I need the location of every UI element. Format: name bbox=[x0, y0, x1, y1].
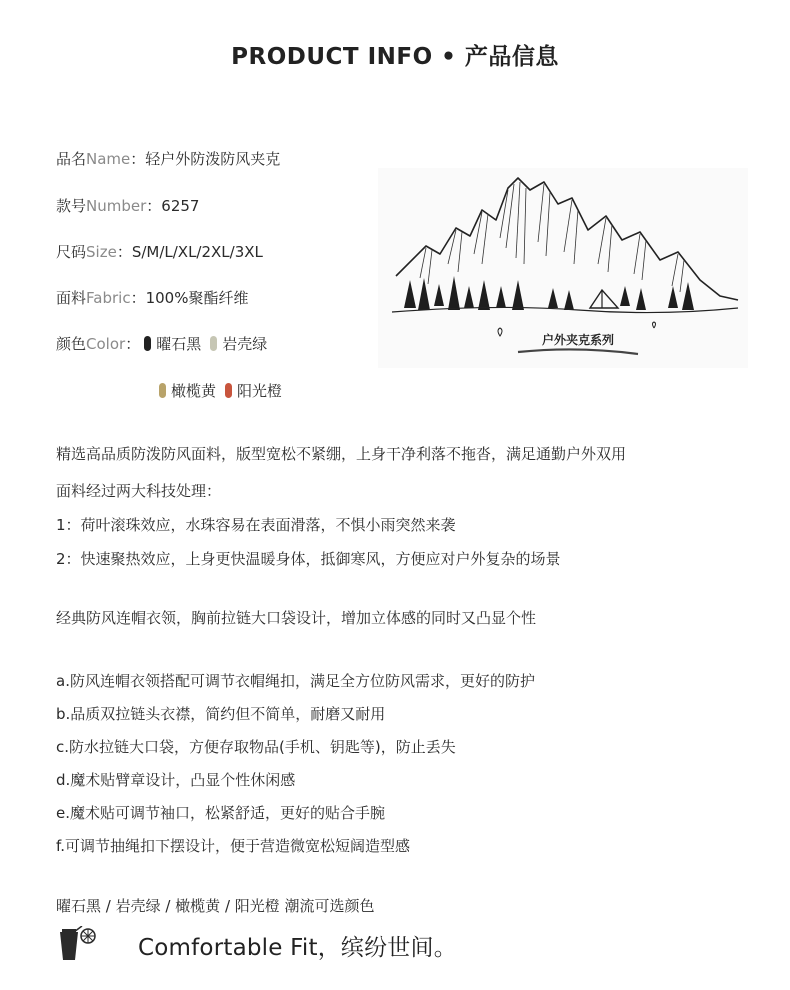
color-swatch-olive-yellow bbox=[159, 383, 166, 398]
color-name-olive-yellow: 橄榄黄 bbox=[171, 382, 217, 400]
spec-label-cn: 款号 bbox=[56, 197, 87, 215]
feature-item: d.魔术贴臂章设计，凸显个性休闲感 bbox=[56, 771, 296, 789]
color-summary: 曜石黑 / 岩壳绿 / 橄榄黄 / 阳光橙 潮流可选颜色 bbox=[56, 897, 375, 915]
spec-separator: ： bbox=[125, 335, 141, 353]
color-swatch-black bbox=[144, 336, 151, 351]
spec-label-en: Number bbox=[86, 197, 147, 215]
footer-text: Comfortable Fit，缤纷世间。 bbox=[138, 934, 457, 961]
spec-number bbox=[56, 195, 199, 216]
spec-fabric bbox=[56, 287, 248, 308]
illustration-caption: 户外夹克系列 bbox=[541, 333, 615, 347]
spec-label-cn: 品名 bbox=[56, 150, 87, 168]
footer bbox=[56, 926, 457, 964]
spec-label-en: Color bbox=[86, 335, 126, 353]
spec-label-cn: 面料 bbox=[56, 289, 87, 307]
page-title: PRODUCT INFO • 产品信息 bbox=[231, 44, 559, 70]
color-row-2 bbox=[155, 380, 282, 401]
spec-label-cn: 尺码 bbox=[56, 243, 87, 261]
description-intro: 精选高品质防泼防风面料，版型宽松不紧绷，上身干净利落不拖沓，满足通勤户外双用 bbox=[56, 445, 627, 463]
spec-value: ：轻户外防泼防风夹克 bbox=[130, 150, 281, 168]
spec-value: ：100%聚酯纤维 bbox=[130, 289, 249, 307]
spec-label-en: Fabric bbox=[86, 289, 131, 307]
feature-item: e.魔术贴可调节袖口，松紧舒适，更好的贴合手腕 bbox=[56, 804, 385, 822]
feature-item: b.品质双拉链头衣襟，简约但不简单，耐磨又耐用 bbox=[56, 705, 386, 723]
spec-size bbox=[56, 241, 263, 262]
feature-item: f.可调节抽绳扣下摆设计，便于营造微宽松短阔造型感 bbox=[56, 837, 410, 855]
cocktail-icon bbox=[56, 926, 100, 964]
spec-name bbox=[56, 148, 280, 169]
color-name-sun-orange: 阳光橙 bbox=[237, 382, 283, 400]
spec-label-cn: 颜色 bbox=[56, 335, 87, 353]
color-swatch-rock-green bbox=[210, 336, 217, 351]
color-name-rock-green: 岩壳绿 bbox=[222, 335, 268, 353]
description-tech-1: 1：荷叶滚珠效应，水珠容易在表面滑落，不惧小雨突然来袭 bbox=[56, 516, 456, 534]
spec-value: ：6257 bbox=[146, 197, 200, 215]
color-name-black: 曜石黑 bbox=[156, 335, 202, 353]
spec-color bbox=[56, 333, 267, 354]
feature-item: c.防水拉链大口袋，方便存取物品(手机、钥匙等)，防止丢失 bbox=[56, 738, 456, 756]
mountain-illustration bbox=[378, 168, 748, 368]
spec-value: ：S/M/L/XL/2XL/3XL bbox=[116, 243, 263, 261]
spec-label-en: Name bbox=[86, 150, 131, 168]
feature-item: a.防风连帽衣领搭配可调节衣帽绳扣，满足全方位防风需求，更好的防护 bbox=[56, 672, 535, 690]
description-tech-2: 2：快速聚热效应，上身更快温暖身体，抵御寒风，方便应对户外复杂的场景 bbox=[56, 550, 561, 568]
description-design: 经典防风连帽衣领，胸前拉链大口袋设计，增加立体感的同时又凸显个性 bbox=[56, 609, 537, 627]
spec-label-en: Size bbox=[86, 243, 117, 261]
description-tech-title: 面料经过两大科技处理： bbox=[56, 482, 222, 500]
color-swatch-sun-orange bbox=[225, 383, 232, 398]
